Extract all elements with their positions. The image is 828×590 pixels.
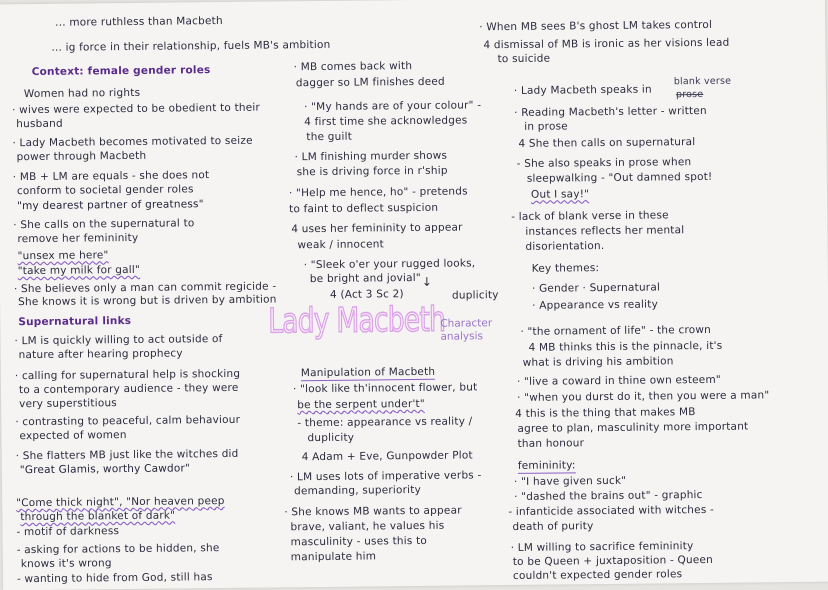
column-right-line: 4 She then calls on supernatural	[518, 136, 696, 150]
column-middle-line: duplicity	[307, 431, 355, 445]
column-right-line: Out I say!"	[530, 188, 590, 201]
column-right-line: agree to plan, masculinity more important	[517, 420, 749, 435]
column-left-line: remove her femininity	[17, 231, 139, 246]
column-left-line: · MB + LM are equals - she does not	[12, 169, 210, 184]
column-middle-line: she is driving force in r'ship	[296, 164, 448, 179]
column-right-line: disorientation.	[525, 240, 605, 253]
column-middle-line: Manipulation of Macbeth	[300, 365, 436, 380]
column-left-line: power through Macbeth	[16, 149, 147, 164]
column-right-line: · "when you durst do it, then you were a man"	[517, 389, 770, 404]
column-middle-line: to faint to deflect suspicion	[289, 201, 439, 216]
column-right-line: · Gender · Supernatural	[531, 281, 661, 295]
column-middle-line: manipulate him	[290, 550, 377, 564]
column-right-line: in prose	[524, 120, 568, 133]
column-middle-line: · LM finishing murder shows	[294, 149, 448, 164]
column-middle-line: · LM uses lots of imperative verbs -	[289, 469, 482, 484]
column-left-line: nature after hearing prophecy	[18, 347, 183, 362]
column-left-line: Supernatural links	[18, 314, 132, 329]
column-right-line: - She also speaks in prose when	[516, 156, 692, 170]
verse-note-struck: prose	[675, 88, 704, 101]
column-right-line: - lack of blank verse in these	[511, 209, 669, 223]
column-left-line: · Lady Macbeth becomes motivated to seize	[12, 134, 253, 150]
column-left-line: "take my milk for gall"	[17, 263, 141, 278]
column-left-line: "unsex me here"	[17, 249, 109, 263]
page-subtitle: Character analysis	[440, 317, 493, 343]
column-right-line: · Appearance vs reality	[532, 298, 659, 312]
column-middle-line: demanding, superiority	[294, 483, 422, 498]
column-middle-line: 4 Adam + Eve, Gunpowder Plot	[301, 449, 473, 464]
column-left-line: · She believes only a man can commit regicide -	[13, 280, 277, 296]
column-middle-line: masculinity - uses this to	[290, 534, 428, 549]
column-middle-line: · "look like th'innocent flower, but	[292, 381, 478, 396]
column-middle-line: - theme: appearance vs reality /	[297, 415, 473, 430]
column-left-line: · calling for supernatural help is shocking	[14, 367, 241, 383]
column-right-line: to be Queen + juxtaposition - Queen	[512, 553, 714, 568]
column-left-line: through the blanket of dark"	[20, 509, 176, 524]
column-left-line: - asking for actions to be hidden, she	[16, 542, 220, 557]
column-left-line: - wanting to hide from God, still has	[16, 571, 213, 586]
verse-note-top: blank verse	[673, 75, 732, 88]
column-right-line: - infanticide associated with witches -	[508, 503, 715, 519]
column-left-line: knows it's wrong	[20, 557, 112, 571]
column-middle-line: duplicity	[451, 289, 499, 302]
column-left-line: to a contemporary audience - they were	[18, 381, 239, 397]
column-middle-line: · She knows MB wants to appear	[284, 504, 462, 519]
column-middle-line: · MB comes back with	[293, 60, 413, 74]
column-right-line: femininity:	[517, 459, 576, 472]
column-left-line: · She flatters MB just like the witches did	[15, 447, 239, 463]
column-right-line: 4 this is the thing that makes MB	[515, 406, 696, 420]
column-left-line: · contrasting to peaceful, calm behaviour	[15, 413, 241, 429]
column-right-line: · Reading Macbeth's letter - written	[514, 104, 707, 119]
column-right-line: · "I have given suck"	[513, 474, 627, 488]
column-right-line: 4 MB thinks this is the pinnacle, it's	[528, 339, 723, 354]
column-middle-line: 4 uses her femininity to appear	[291, 221, 463, 236]
column-right-line: death of purity	[512, 520, 594, 533]
column-left-line: "Great Glamis, worthy Cawdor"	[19, 462, 191, 477]
column-right-line: · "the ornament of life" - the crown	[520, 323, 712, 338]
column-right-line: couldn't expected gender roles	[512, 568, 683, 582]
column-left-line: Women had no rights	[23, 86, 141, 101]
column-right-line: · "live a coward in thine own esteem"	[516, 373, 721, 388]
column-right-line: to suicide	[497, 52, 551, 66]
column-left-line: She knows it is wrong but is driven by ambition	[18, 293, 277, 309]
column-right-line: than honour	[517, 437, 585, 450]
column-left-line: very superstitious	[19, 397, 118, 411]
column-middle-line: dagger so LM finishes deed	[295, 75, 445, 90]
column-middle-line: weak / innocent	[297, 238, 384, 252]
column-left-line: · wives were expected to be obedient to their	[12, 101, 261, 117]
column-middle-line: the guilt	[306, 130, 353, 144]
column-right-line: instances reflects her mental	[525, 224, 685, 238]
column-left-line: "my dearest partner of greatness"	[17, 198, 204, 213]
column-left-line: - motif of darkness	[16, 525, 120, 539]
column-middle-line: · "Sleek o'er your rugged looks,	[303, 257, 476, 272]
column-middle-line: 4 first time she acknowledges	[304, 114, 468, 129]
column-middle-line: 4 (Act 3 Sc 2)	[329, 288, 404, 301]
column-left-line: ... more ruthless than Macbeth	[55, 14, 223, 29]
column-left-line: conform to societal gender roles	[16, 183, 194, 198]
column-middle-line: be the serpent under't"	[297, 397, 425, 412]
column-middle-line: · "Help me hence, ho" - pretends	[288, 185, 468, 200]
column-right-line: · Lady Macbeth speaks in	[513, 83, 652, 97]
column-right-line: sleepwalking - "Out damned spot!	[526, 170, 713, 185]
column-left-line: husband	[16, 117, 63, 131]
column-left-line: expected of women	[19, 429, 127, 443]
column-left-line: · LM is quickly willing to act outside of	[14, 333, 223, 348]
column-left-line: · She calls on the supernatural to	[13, 217, 195, 232]
column-middle-line: be bright and jovial"	[309, 271, 421, 286]
column-middle-line: brave, valiant, he values his	[290, 519, 445, 534]
column-right-line: Key themes:	[531, 262, 600, 275]
column-right-line: what is driving his ambition	[522, 355, 674, 369]
column-right-line: · LM willing to sacrifice femininity	[510, 540, 694, 555]
column-left-line: "Come thick night", "Nor heaven peep	[16, 494, 225, 510]
column-left-line: ... ig force in their relationship, fuels MB's ambition	[51, 38, 331, 54]
column-middle-line: · "My hands are of your colour" -	[303, 99, 482, 114]
column-left-line: Context: female gender roles	[31, 64, 211, 78]
column-right-line: 4 dismissal of MB is ironic as her visions lead	[483, 36, 730, 52]
arrow-icon: ↓	[421, 274, 433, 289]
column-right-line: · "dashed the brains out" - graphic	[514, 488, 703, 503]
column-right-line: · When MB sees B's ghost LM takes control	[479, 18, 713, 34]
page-title: Lady Macbeth	[268, 299, 446, 342]
